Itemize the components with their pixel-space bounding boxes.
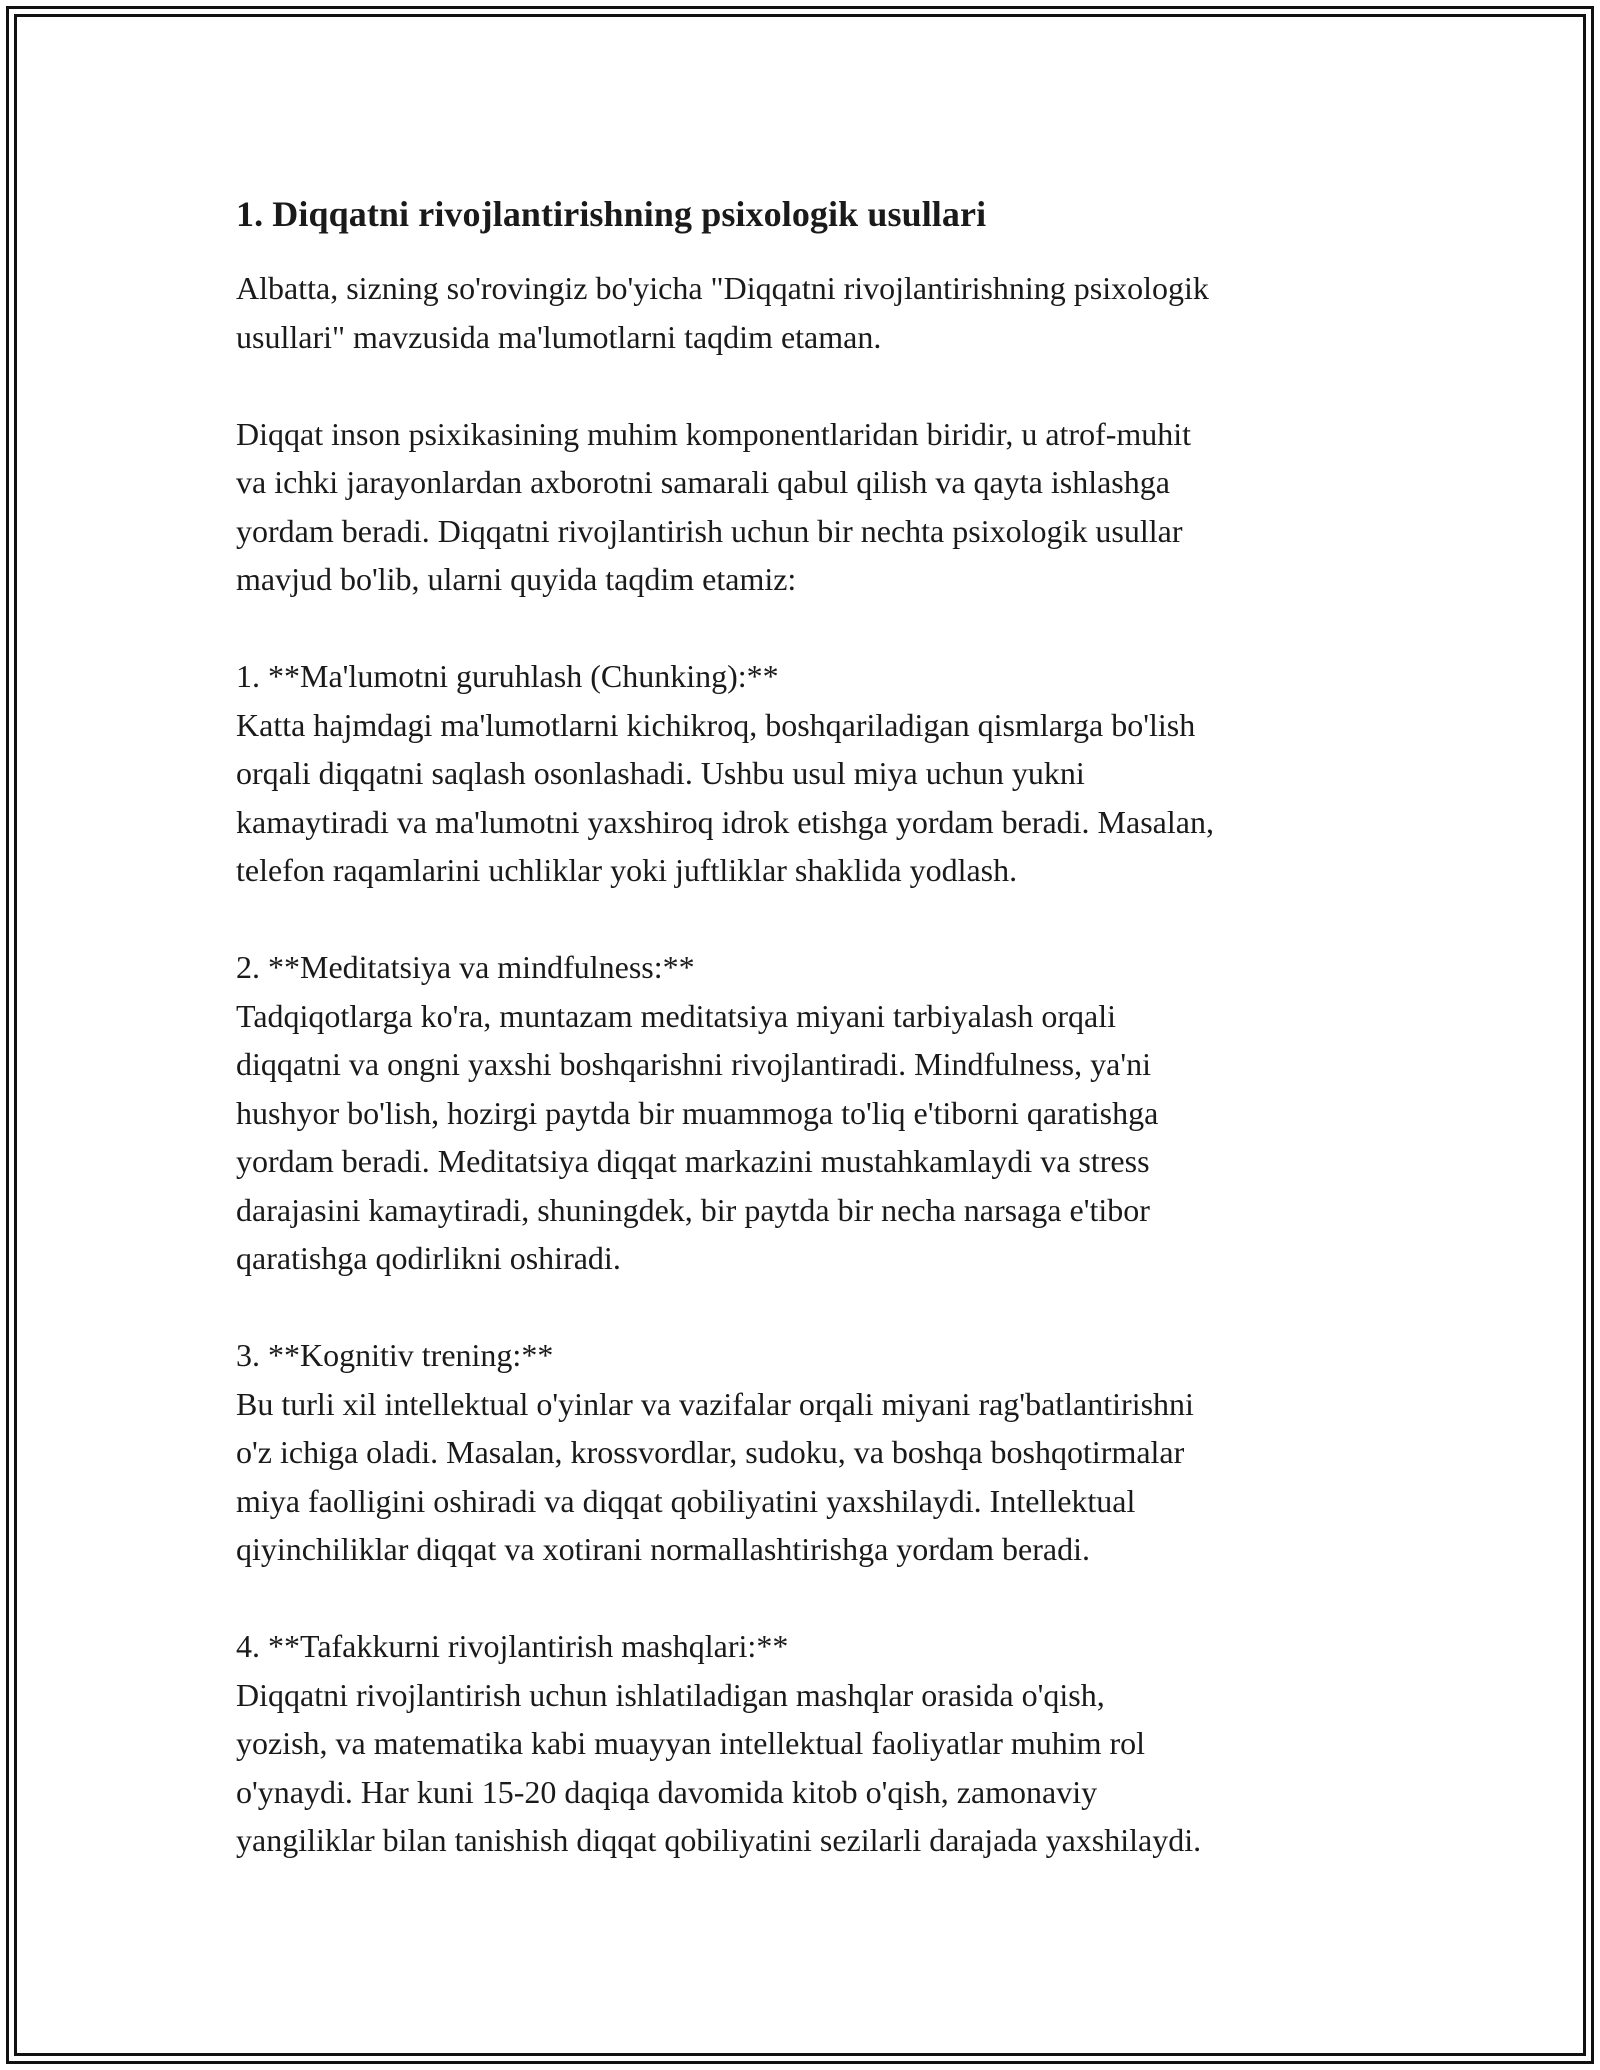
method-chunking-paragraph: 1. **Ma'lumotni guruhlash (Chunking):** Katta hajmdagi ma'lumotlarni kichikroq, boshqariladigan qismlarga bo'lish orqali diqqatni saqlash osonlashadi. Ushbu usul miya uchun yukni kamaytiradi va ma'lumotni yaxshiroq idrok etishga yordam beradi. Masalan, telefon raqamlarini uchliklar yoki juftliklar shaklida yodlash. — [236, 658, 1214, 888]
paragraph-gap — [236, 604, 1396, 653]
method-thinking-exercises-paragraph: 4. **Tafakkurni rivojlantirish mashqlari:** Diqqatni rivojlantirish uchun ishlatiladigan mashqlar orasida o'qish, yozish, va matematika kabi muayyan intellektual faoliyatlar muhim rol o'ynaydi. Har kuni 15-20 daqiqa davomida kitob o'qish, zamonaviy yangiliklar bilan tanishish diqqat qobiliyatini sezilarli darajada yaxshilaydi. — [236, 1628, 1202, 1858]
context-paragraph: Diqqat inson psixikasining muhim komponentlaridan biridir, u atrof-muhit va ichki jarayonlardan axborotni samarali qabul qilish va qayta ishlashga yordam beradi. Diqqatni rivojlantirish uchun bir nechta psixologik usullar mavjud bo'lib, ularni quyida taqdim etamiz: — [236, 415, 1192, 597]
method-cognitive-training-paragraph: 3. **Kognitiv trening:** Bu turli xil intellektual o'yinlar va vazifalar orqali miyani rag'batlantirishni o'z ichiga oladi. Masalan, krossvordlar, sudoku, va boshqa boshqotirmalar miya faolligini oshiradi va diqqat qobiliyatini yaxshilaydi. Intellektual qiyinchiliklar diqqat va xotirani normallashtirishga yordam beradi. — [236, 1337, 1194, 1567]
paragraph-gap — [236, 1574, 1396, 1623]
document-title: 1. Diqqatni rivojlantirishning psixologik usullari — [236, 194, 987, 234]
document-body — [236, 184, 1396, 1865]
paragraph-gap — [236, 361, 1396, 410]
paragraph-gap — [236, 895, 1396, 944]
intro-paragraph: Albatta, sizning so'rovingiz bo'yicha "Diqqatni rivojlantirishning psixologik usullari" mavzusida ma'lumotlarni taqdim etaman. — [236, 270, 1209, 355]
method-meditation-paragraph: 2. **Meditatsiya va mindfulness:** Tadqiqotlarga ko'ra, muntazam meditatsiya miyani tarbiyalash orqali diqqatni va ongni yaxshi boshqarishni rivojlantiradi. Mindfulness, ya'ni hushyor bo'lish, hozirgi paytda bir muammoga to'liq e'tiborni qaratishga yordam beradi. Meditatsiya diqqat markazini mustahkamlaydi va stress darajasini kamaytiradi, shuningdek, bir paytda bir necha narsaga e'tibor qaratishga qodirlikni oshiradi. — [236, 949, 1159, 1276]
paragraph-gap — [236, 1283, 1396, 1332]
